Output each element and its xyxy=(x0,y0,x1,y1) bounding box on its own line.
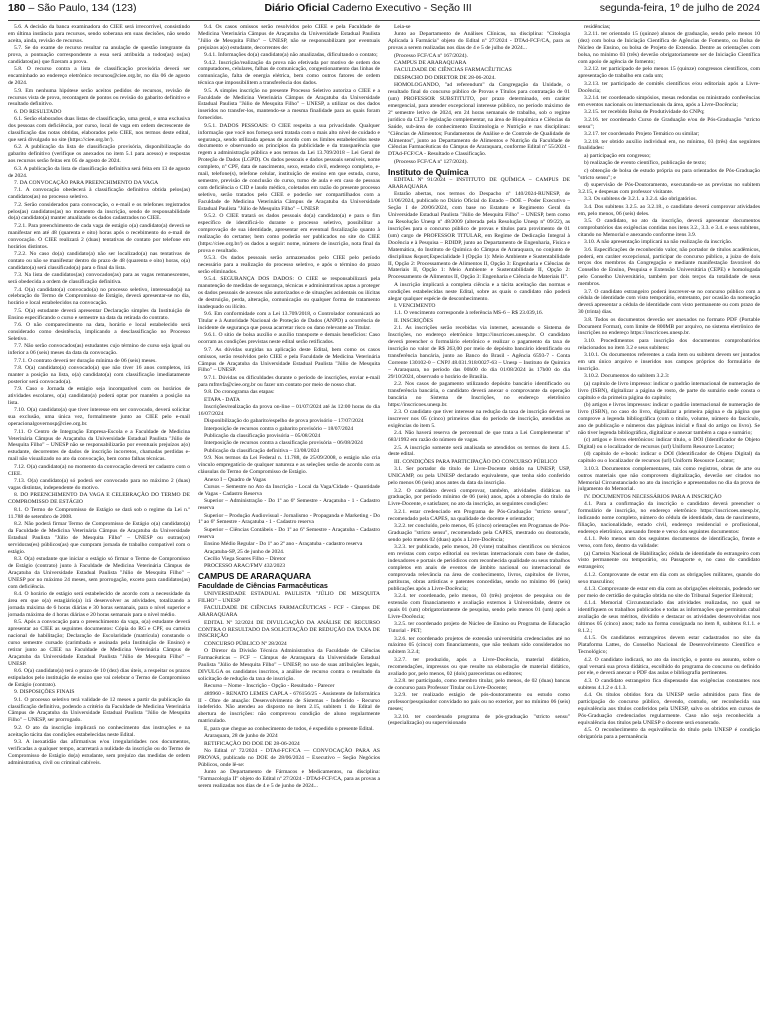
paragraph: 7.9. Caso o Jornada de estágio seja incompatível com os horários de atividades escolares, o(a) candidato(a) poderá optar por mantém a posição na lista. xyxy=(8,386,190,407)
paragraph: a) participação em congresso; xyxy=(584,152,651,159)
paragraph: EDITAL Nº 91/2024 – INSTITUTO DE QUÍMICA – CAMPUS DE ARARAQUARA xyxy=(388,177,570,191)
paragraph: 1.1. O vencimento corresponde à referência MS-6 – R$ 23.039,16. xyxy=(394,310,544,317)
paragraph: 9.6.1. O sítio de bolsa auxílio e auxílio transporte e demais benefícios: Caso ocorram as condições previstas neste edital serão retificados. xyxy=(198,332,380,346)
paragraph: 3.10.3. Documentos complementares, tais como registros, obras de arte ou outros materiais que não comprovem digitalização, deverão ser citados no Memorial Circunstanciado no ato da inscrição e apresentados no dia da prova de julgamento do Memorial. xyxy=(578,465,760,493)
paragraph: 3.2.3. ter publicado, pelo menos, 20 (vinte) trabalhos científicos ou técnicos em revistas com corpo editorial ou revistas internacionais com base de dados, indexadores e portais de periódicos com reconhecida qualidade ou seus trabalhos completos em anais de eventos de âmbito nacional ou internacional de comprovada relevância na área de conhecimento, livros, capítulos de livros, partituras, obras artísticas e patentes concedidas, sendo no mínimo 06 (seis) publicações após a Livre-Docência; xyxy=(388,544,570,592)
paragraph: c) obtenção de bolsa de estudo própria ou para orientados de Pós-Graduação "stricto sensu"; e xyxy=(578,167,760,181)
paragraph: 2.4. Não haverá reserva de percentual de que trata a Lei Complementar nº 683/1992 em razão do número de vagas. xyxy=(388,430,570,444)
paragraph: 3.2.5. ter coordenado projeto de Núcleo de Ensino ou Programa de Educação Tutorial - PET; xyxy=(388,621,570,635)
column-3-continued xyxy=(388,177,570,727)
paragraph: Cecílio Viega Soares Filho – Diretor xyxy=(204,555,286,562)
header-middle xyxy=(264,2,471,14)
paragraph: IV. DOCUMENTOS NECESSÁRIOS PARA A INSCRIÇÃO xyxy=(584,493,722,500)
paragraph: FACULDADE DE CIÊNCIAS FARMACÊUTICAS xyxy=(394,67,512,74)
paragraph: 3.3. Os subitens de 3.2.1. a 3.2.4. são obrigatórios. xyxy=(584,196,697,203)
column-2 xyxy=(198,24,380,1018)
paragraph: CAMPUS DE ARARAQUARA xyxy=(394,60,467,67)
paragraph: 7.2. Serão considerados para convocação, o e-mail e os telefones registrados pelos(as) candidatos(as) no momento da inscrição, sendo de responsabilidade do(a) candidato(a) manter atualizado os dados cadastrados no CIEE. xyxy=(8,201,190,222)
paragraph: 3.2.13. ter participado de comitês científicos e/ou editoriais após a Livre-Docência; xyxy=(578,80,760,94)
paragraph: EDITAL Nº 32/2024 DE DIVULGAÇÃO DA ANÁLISE DE RECURSO CONTRA O RESULTADO DA SOLICITAÇÃO DE REDUÇÃO DA TAXA DE INSCRIÇÃO xyxy=(198,619,380,640)
column-2-continued xyxy=(198,591,380,790)
subsection-heading: Faculdade de Ciências Farmacêuticas xyxy=(198,580,328,590)
paragraph: 3.8. Todos os documentos deverão ser anexados no formato PDF (Portable Document Format), com limite de 800MB por arquivo, no sistema eletrônico de inscrições no endereço https://inscricoes.unesp.br. xyxy=(578,316,760,337)
paragraph: Araraquara, 28 de junho de 2024 xyxy=(204,733,278,740)
paragraph: 3.2.10. ter coordenado programa de pós-graduação "stricto sensu" (especialização) ou supervisionado xyxy=(388,713,570,727)
paragraph: 9.5.2. O CIEE tratará os dados pessoais do(a) candidato(a) e para o fim específico de identificá-lo durante o processo seletivo, possibilitar a comprovação de sua identidade, apresentar em eventual fiscalização quanto à realização do certame; bem como poderão ser publicados no site do CIEE (https://ciee.org.br/) os dados a seguir: nome, número de inscrição, nota final da prova e resultado. xyxy=(198,212,380,254)
paragraph: d) supervisão de Pós-Doutoramento, executando-se as previstas no subitem 3.2.15, e despesas com professor visitante. xyxy=(578,181,760,195)
paragraph: II. INSCRIÇÕES xyxy=(394,317,434,324)
paragraph: Araçatuba-SP, 25 de junho de 2024. xyxy=(204,548,285,555)
paragraph: 8.2. Não poderá firmar Termo de Compromisso de Estágio o(a) candidato(a) da Faculdade de Medicina Veterinária Câmpus de Araçatuba da Universidade Estadual Paulista "Júlio de Mesquita Filho" – UNESP ou outras(os) servidoras(es) públicos(as) que cumpram jornada de trabalho compatível com o estágio. xyxy=(8,520,190,555)
columns xyxy=(8,24,760,1018)
paragraph: RETIFICAÇÃO DO DOE DE 28-06-2024 xyxy=(204,740,300,747)
paragraph: 489960 - RENATO LEMES CAPLA - 676156/25 - Assistente de Informática II - Obre de atuação: Desenvolvimento de Sistemas - Indeferido - Recurso indeferido. Não atendeu ao disposto no item 2.15, subitem 1 do Edital de abertura de inscrições: não comprovou condição de aluno regularmente matriculado. xyxy=(198,690,380,725)
paragraph: 5.6. A decisão da banca examinadora do CIEE será irrecorrível, consistindo em última instância para recursos, sendo soberana em suas decisões, não sendo aceita, ainda, revisão de recursos. xyxy=(8,24,190,44)
paragraph: 3.2.7. ter produzido, após a Livre-Docência, material didático, recomendações, impressos ou que resulte na elaboração de material didático, avaliado por, pelo menos, 02 (dois) pareceristas ou editores; xyxy=(388,656,570,677)
paragraph: 3.2.2. ter concluído, pelo menos, 05 (cinco) orientações em Programas de Pós-Graduação "stricto sensu", recomendado pela CAPES, mestrado ou doutorado, sendo pelo menos 02 (duas) após a Livre-Docência; xyxy=(388,523,570,543)
paragraph: 7.11. O Centro de Integração Empresa-Escola e a Faculdade de Medicina Veterinária Câmpus de Araçatuba da Universidade Estadual Paulista "Júlio de Mesquita Filho" – UNESP não se responsabilizarão por eventuais prejuízos a(o) estudante, decorrentes de dados de inscrição incorretos, chamadas perdidas e-mail não visualizado no ato da convocação, bem como falhas técnicas. xyxy=(8,428,190,463)
paragraph: 7.12. O(a) candidato(a) no momento da convocação deverá ter cadastro com o CIEE. xyxy=(8,463,190,477)
paragraph: 3.10. Procedimentos para inscrição dos documentos comprobatórios relacionados no item 3.2 e seus subitens: xyxy=(578,337,760,351)
paragraph: 4.1.4. Memorial Circunstanciado das atividades realizadas, no qual se identifiquem os trabalhos publicados e todas as informações que permitam cabal avaliação de seus méritos, dividido e destacar os atividades desenvolvidas nos últimos 05 (cinco) anos; tudo na forma consignada no item 8, subitens 8.1.1. e 8.1.2.; xyxy=(578,600,760,635)
paragraph: 8.5. Após a convocação para o preenchimento da vaga, o(a) estudante deverá apresentar ao CIEE as seguintes documentos: Cópia do RG e CPF, ou carteira nacional de habilitação; Declaração de Escolaridade (matrícula) constando o curso semestre cursado (carimbada e assinada pela Instituição de Ensino) e retirar junto ao CIEE na Faculdade de Medicina Veterinária Câmpus de Araçatuba da Universidade Estadual Paulista "Júlio de Mesquita Filho" – UNESP. xyxy=(8,619,190,667)
paragraph: 3.2.17. ter coordenado Projeto Temático ou similar; xyxy=(584,131,700,138)
paragraph: 4.4. Os títulos obtidos fora da UNESP serão admitidos para fins de participação do concurso público, devendo, contudo, ser reconhecida sua equivalência aos títulos conferidos pela UNESP, salvo os obtidos em cursos de Pós-Graduação credenciados regularmente. Caso não seja reconhecida a equivalência dos títulos pela UNESP o docente será exonerado. xyxy=(578,692,760,726)
paragraph: PROCESSO ARAC/FMV 432/2023 xyxy=(204,563,286,570)
paragraph: 9.7. As dúvidas surgidas na aplicação deste Edital, bem como os casos omissos, serão resolvidos pelo CIEE e pela Faculdade de Medicina Veterinária Câmpus de Araçatuba da Universidade Estadual Paulista "Júlio de Mesquita Filho" – UNESP. xyxy=(198,346,380,374)
paragraph: 9.4. Os casos omissos serão resolvidos pelo CIEE e pela Faculdade de Medicina Veterinária Câmpus de Araçatuba da Universidade Estadual Paulista "Júlio de Mesquita Filho" – UNESP, não se responsabilizam por eventuais prejuízos a(o) estudante, decorrentes de: xyxy=(198,24,380,51)
column-2-body xyxy=(198,24,380,570)
paragraph: 3.2.15. ter recebido Bolsa de Produtividade do CNPq; xyxy=(584,109,705,116)
paragraph: 4.3. O candidato estrangeiro fica dispensado das exigências constantes nos subitens 4.1.2 e 4.1.3. xyxy=(578,677,760,691)
paragraph: 3.7. O candidato estrangeiro poderá inscrever-se no concurso público com a cédula de identidade com visto temporário, entretanto, por ocasião da nomeação deverá apresentar a cédula de identidade com visto permanente ou com prazo de 30 (trinta) dias. xyxy=(578,288,760,316)
paragraph: 5.7. Se do exame de recurso resultar na anulação de questão integrante da prova, a pontuação correspondente a essa será atribuída a todos(as) os(as) candidatos(as) que fizeram a prova. xyxy=(8,45,190,66)
paragraph: 8.6. O(a) candidato(a) terá o prazo de 10 (dez) dias úteis, a respeitar os prazos estipulados pelo instituição de ensino que vai celebrar o Termo de Compromisso de Estágio (contrato). xyxy=(8,667,190,688)
paragraph: (a) capítulo de livro impresso: indicar o padrão internacional de numeração de livro (ISBN), digitalizar a página de rosto, de parte do sumário onde consta o capítulo e da primeira página do capítulo; xyxy=(578,380,760,401)
paragraph: 2.5. A inscrição somente será analisada se atendidos os termos do item 4.5. deste edital. xyxy=(388,444,570,458)
paragraph: 8.1. O Termo de Compromisso de Estágio se dará sob o regime da Lei n.º 11.788 de setembro de 2008. xyxy=(8,506,190,520)
section-heading: CAMPUS DE ARARAQUARA xyxy=(198,571,312,582)
paragraph: 7.4. O(a) candidato(a) convocado(a) no processo seletivo, interessado(a) na celebração do Termo de Compromisso de Estágio, deverá apresentar-se no dia, horário e local estabelecidos na convocação. xyxy=(8,286,190,307)
paragraph: Junto ao Departamento de Análises Clínicas, na disciplina: "Citologia Aplicada à Farmácia" objeto do Edital nº 27/2024 - DTAd-FCF/CA, para as provas a serem realizadas nos dias de 4 e 5 de julho de 2024... xyxy=(388,31,570,52)
paragraph: Ensino Médio Regular - Do 1º ao 2º ano - Araçatuba - cadastro reserva xyxy=(204,541,363,548)
paragraph: 4.1.3. Comprovante de estar em dia com as obrigações eleitorais, podendo ser por meio de certidão de quitação obtida no site do Tribunal Superior Eleitoral; xyxy=(578,586,760,599)
paragraph: 5.8. O recurso contra a lista de classificação provisória deverá ser encaminhado ao endereço eletrônico recursos@ciee.org.br, no dia 06 de agosto de 2024. xyxy=(8,66,190,87)
paragraph: Superior – Ciências Contábeis - Do 1º ao 6º Semestre - Araçatuba - Cadastro reserva xyxy=(198,526,380,540)
paragraph: 6. DO RESULTADO xyxy=(14,108,62,115)
paragraph: 9.1. O processo seletivo terá validade de 12 meses a partir da publicação da classificação definitiva, podendo a critério da Faculdade de Medicina Veterinária Câmpus de Araçatuba da Universidade Estadual Paulista "Júlio de Mesquita Filho" – UNESP, ser prorrogado. xyxy=(8,696,190,724)
paragraph: (c) artigos e livros eletrônicos: indicar título, o DOI (Identificador de Objeto Digital) ou o localizador de recursos (url) Uniform Resource Locator; xyxy=(578,437,760,450)
section-heading-institute: Instituto de Química xyxy=(388,166,469,177)
paragraph: 9.4.1. Informações do(a) candidato(a) não atualizadas, dificultando o contato; xyxy=(204,52,378,59)
paragraph: 7.1. A convocação obedecerá à classificação definitiva obtida pelos(as) candidatos(as) no processo seletivo. xyxy=(8,187,190,201)
paragraph: 4.2. O candidato indicará, no ato da inscrição, o ponto ou assunto, sobre o qual versará sua prova didática, escolhido do programa do concurso ou definido por ele, e deverá anexar o PDF das aulas e bibliografia pertinentes. xyxy=(578,656,760,677)
paragraph: FACULDADE DE CIÊNCIAS FARMACÊUTICAS - FCF - Câmpus DE ARARAQUARA xyxy=(198,605,380,619)
paragraph: 9.5.1. DADOS PESSOAIS: O CIEE respeita a sua privacidade. Qualquer informação que você nos forneça será tratada com o mais alto nível de cuidado e segurança, sendo utilizada apenas de acordo com os limites estabelecidos neste documento e observando os princípios da publicidade e da transparência que regem a administração pública e aos termos da Lei 13.709/2018 – Lei Geral de Proteção de Dados (LGPD). Os dados pessoais e dados pessoais sensíveis, nome completo, nº CPF, data de nascimento, sexo, estado civil, endereço completo, e-mail, telefone(s), telefone celular, instituição de ensino em que estuda, curso, semestre, previsão de conclusão do curso, turno de aula e em caso de pessoas com deficiência o CID e laudo médico, coletados em razão do presente processo seletivo, serão tratados pelo CIEE e poderão ser compartilhados com a Faculdade de Medicina Veterinária Câmpus de Araçatuba da Universidade Estadual Paulista "Júlio de Mesquita Filho" – UNESP. xyxy=(198,122,380,212)
paragraph: 3.2.4. ter coordenado, pelo menos, 03 (três) projetos de pesquisa ou de extensão com financiamento e avaliação externos à Universidade, dentre os quais 01 (um) obrigatoriamente de pesquisa, sendo pelo menos 01 (um) após a Livre-Docência; xyxy=(388,593,570,620)
paragraph: 7.8. O(a) candidato(a) convocado(a) que não tiver 16 anos completos, irá manter a posição na lista, o(a) candidato(a) com classificação imediatamente posterior será convocado(a). xyxy=(8,365,190,385)
paragraph: Superior – Produção Audiovisual - Jornalismo - Propaganda e Marketing - Do 1º ao 6º Semestre - Araçatuba - 1 - Cadastro reserva xyxy=(198,512,380,526)
paragraph: III. CONDIÇÕES PARA PARTICIPAÇÃO DO CONCURSO PÚBLICO xyxy=(394,458,558,465)
paragraph: ETAPA - DATA xyxy=(204,396,240,403)
paragraph: b) realização de evento científico, publicação de texto; xyxy=(584,160,707,167)
paragraph: Interposição de recursos contra a classificação provisória – 06/08/2024 xyxy=(204,440,363,447)
paragraph: 3.4. Dos subitens 3.2.5. ao 3.2.18., o candidato deverá comprovar atividades em, pelo menos, 06 (seis) deles. xyxy=(578,203,760,217)
column-3-body xyxy=(388,24,570,166)
paragraph: 9.5.3. Os dados pessoais serão armazenados pelo CIEE pelo período necessário para a realização do processo seletivo, e após o término do prazo serão eliminados. xyxy=(198,254,380,275)
paragraph: 3.6. Especificações de reconhecido valor, não portador de títulos acadêmicos, poderá, em caráter excepcional, participar do concurso público, a juízo de dois terços dos membros da Congregação e mediante manifestação favorável do Conselho de Ensino, Pesquisa e Extensão Universitária (CEPE) e homologada pelo Conselho Universitário, também por dois terços da totalidade de seus membros. xyxy=(578,246,760,288)
paragraph: 7.7.1. O contrato deverá ter duração mínima de 06 (seis) meses. xyxy=(14,357,157,364)
paragraph: 9.7.1. Dúvidas ou dificuldades durante o período de inscrições, enviar e-mail para mfmvfa@ciee.org.br ou fazer um contato por meio de nosso chat. xyxy=(198,374,380,388)
column-1 xyxy=(8,24,190,1018)
paragraph: 3.2.9. ter realizado estágio de pós-doutoramento ou estudo como professor/pesquisador convidado no país ou no exterior, por no mínimo 06 (seis) meses; xyxy=(388,692,570,713)
paragraph: 8. DO PREENCHIMENTO DA VAGA E CELEBRAÇÃO DO TERMO DE COMPROMISSO DE ESTÁGIO xyxy=(8,492,190,506)
paragraph: 3.2.18. ter obtido auxílio individual em, no mínimo, 03 (três) das seguintes finalidades: xyxy=(578,138,760,152)
paragraph: HOMOLOGANDO, "ad referendum" da Congregação da Unidade, o resultado final do concurso público de Provas e Títulos para contratação de 01 (um) PROFESSOR SUBSTITUTO, por prazo determinado, em caráter emergencial, para atender excepcional interesse público, no período máximo de 2º semestre letivo de 2024, em 24 horas semanais de trabalho, sob o regime jurídico da CLT e legislação complementar, na área de Bioquímica e Ciências da Saúde, sub-área de conhecimento Enzimologia e Nutrição e nas disciplinas: "Ciências de Alimentos; Fundamentos de Análise e de Controle de Qualidade de Alimentos", junto ao Departamento de Alimentos e Nutrição da Faculdade de Ciências Farmacêuticas do Câmpus de Araraquara, conforme Edital nº 55/2024 - DTAd-FCF/CA - Resultado e Classificação. xyxy=(388,82,570,158)
paragraph: 9.6. Em conformidade com a Lei 13.709/2018, o Controlador comunicará ao Titular e à Autoridade Nacional de Proteção de Dados (ANPD) a ocorrência de incidente de segurança que possa acarretar risco ou dano relevante ao Titular. xyxy=(198,311,380,331)
paragraph: Anexo I – Quadro de Vagas xyxy=(204,476,266,483)
paragraph: Leia-se xyxy=(394,24,411,30)
paragraph: 7.7. Não serão convocados(as) estudantes cujo término de curso seja igual ou inferior a 06 (seis) meses da data da convocação. xyxy=(8,343,190,357)
paragraph: O Diretor da Divisão Técnica Administrativa da Faculdade de Ciências Farmacêuticas – FCF – Câmpus de Araraquara da Universidade Estadual Paulista "Júlio de Mesquita Filho" – UNESP, no uso de suas atribuições legais, DIVULGA os candidatos inscritos, a análise de recurso contra o resultado da solicitação de redução da taxa de inscrição. xyxy=(198,648,380,682)
paragraph: UNIVERSIDADE ESTADUAL PAULISTA "JÚLIO DE MESQUITA FILHO" – UNESP xyxy=(198,590,380,604)
paragraph: (d) capítulo de e-book: indicar o DOI (Identificador de Objeto Digital) da capítulo ou o localizador de recursos (url) Uniform Resource Locator; xyxy=(578,451,760,465)
paragraph: 4.1.5. Os candidatos estrangeiros devem estar cadastrados no site da Plataforma Lattes, do Conselho Nacional de Desenvolvimento Científico e Tecnológico; xyxy=(578,635,760,656)
header-left xyxy=(8,2,136,14)
paragraph: 7.6. O não comparecimento na data, horário e local estabelecido será considerado como desistência, implicando a desclassificação no Processo Seletivo. xyxy=(8,322,190,342)
place-issue: – São Paulo, 134 (123) xyxy=(28,2,137,14)
paragraph: No Edital nº 72/2024 - DTAd-FCF/CA — CONVOCAÇÃO PARA AS PROVAS, publicado no DOE de 28/06/2024 – Executivo – Seção Negócios Públicos, onde lê-se: xyxy=(198,747,380,768)
paragraph: (b) artigos e livros impressos: indicar o padrão internacional de numeração de livro (ISBN), no caso do livro, digitalizar a primeira página e da página que comprove a legenda bibliográfica (com o título, volume, número do fascículo, ano de publicação e números das páginas inicial e final do artigo ou livro). Se não tiver legenda bibliográfica, digitalizar e anexar também a capa e sumário; xyxy=(578,402,760,436)
paragraph: (Processo FCF/CA nº 127/2024). xyxy=(394,158,468,165)
paragraph: 3.10.2. Documentos do subitem 3.2.3: xyxy=(584,373,670,380)
paragraph: 2.1. As inscrições serão recebidas via internet, acessando o Sistema de Inscrições, no endereço eletrônico https://inscricoes.unesp.br. O candidato deverá preencher o formulário eletrônico e realizar o pagamento da taxa de inscrição no valor de R$ 263,00 por meio de depósito bancário identificado ou transferência bancária, junto ao Banco do Brasil - Agência 6593-7 - Conta Corrente 130102-0 – CNPJ 48.031.918/0027-63 – Unesp – Instituto de Química – Araraquara, no período das 00h00 do dia 01/08/2024 às 17h00 do dia 29/10/2024, observado o horário de Brasília. xyxy=(388,325,570,380)
paragraph: Inscrições/realização da prova on-line – 01/07/2024 até às 12:00 horas do dia 16/07/2024 xyxy=(198,403,380,417)
paragraph: 8.4. O horário de estágio será estabelecido de acordo com a necessidade da área em que o(a) estagiário(a) irá desenvolver as atividades, totalizando a jornada máxima de 6 horas diárias e 30 horas semanais, para o nível superior e jornada máxima de 4 horas diárias e 20 horas semanais para o nível médio. xyxy=(8,591,190,618)
paragraph: 7.3. Na lista de candidatos(as) convocados(as) para as vagas remanescentes, será obedecida a ordem de classificação definitiva. xyxy=(8,272,190,286)
paragraph: Cursos – Semestre no Ato da Inscrição - Local da Vaga/Cidade - Quantidade de Vagas - Cadastro Reserva xyxy=(198,483,380,497)
paragraph: I. VENCIMENTO xyxy=(394,302,436,309)
section-name: Caderno Executivo - Seção III xyxy=(332,2,472,14)
paragraph: 3.5. O candidato, no ato da inscrição, deverá apresentar documentos comprobatórios das exigências contidas nos itens 3.2., 3.3. e 3.4. e seus subitens, citando no Memorial e anexando conforme itens 3.9. xyxy=(578,217,760,238)
paragraph: Disponibilização do gabarito/espelho de prova provisório – 17/07/2024 xyxy=(204,418,364,425)
paragraph: 9.8. Do cronograma das etapas: xyxy=(204,389,275,396)
paragraph: 3.10. A não apresentação implicará na não realização da inscrição. xyxy=(584,239,733,246)
paragraph: Recurso – Nome - Inscrição - Opção - Resultado - Parecer xyxy=(204,683,335,690)
paragraph: 4.1.2. Comprovante de estar em dia com as obrigações militares, quando do sexo masculino; xyxy=(578,571,760,585)
paragraph: 3.2.1. estar credenciado em Programa de Pós-Graduação "stricto sensu", recomendado pela CAPES, na qualidade de docente e orientador; xyxy=(388,508,570,522)
journal-name: Diário Oficial xyxy=(264,2,330,14)
paragraph: CONCURSO PÚBLICO Nº 28/2024 xyxy=(204,640,287,647)
paragraph: 7.5. O(a) estudante deverá apresentar Declaração simples da Instituição de Ensino especificando o curso e semestre na data da retirada do contrato. xyxy=(8,307,190,321)
paragraph: 3.2.8. ter participado, como membro titular, pelo menos, de 02 (duas) bancas de concurso para Professor Titular ou Livre-Docente; xyxy=(388,677,570,691)
paragraph: 9. DISPOSIÇÕES FINAIS xyxy=(14,689,75,696)
paragraph: residências; xyxy=(584,24,611,30)
column-4 xyxy=(578,24,760,1018)
paragraph: 7.2.2. No caso do(a) candidato(a) não ser localizado(a) nas tentativas de contato ou não se manifestar dentro do prazo de 48 (quarenta e oito) horas, o(a) candidato(a) será classificado(a) para o final da lista. xyxy=(8,251,190,271)
paragraph: 9.4.2. Inscrição/realização da prova não efetivada por motivo de ordem dos computadores, celulares, falhas de comunicação, congestionamento das linhas de comunicação, falta de energia elétrica, bem como outros fatores de ordem técnica que impossibilitem a transferência dos dados. xyxy=(198,59,380,87)
paragraph: 3.1. Ser portador do título de Livre-Docente obtido na UNESP, USP, UNICAMP, ou pela UNESP declarado equivalente, que tenha sido conferido pelo menos 06 (seis) anos antes da data da inscrição. xyxy=(388,466,570,487)
paragraph: 6.3. A publicação da lista de classificação definitiva será feita em 13 de agosto de 2024. xyxy=(8,165,190,179)
paragraph: 7. DA CONVOCAÇÃO PARA PREENCHIMENTO DA VAGA xyxy=(14,179,159,186)
page-number: 180 xyxy=(8,2,26,14)
paragraph: Publicação da classificação definitiva – 13/08/2024 xyxy=(204,447,320,454)
paragraph: 3.2.14. ter coordenado simpósios, mesas redondas ou ministrado conferências em eventos nacionais ou internacionais da área, após a Livre-Docência; xyxy=(578,95,760,108)
paragraph: 3.2. O candidato deverá comprovar, também, atividades didáticas na graduação, por período mínimo de 06 (seis) anos, após a obtenção do título de Livre-Docente, e satisfazer, no ato da inscrição, as seguintes condições: xyxy=(388,487,570,508)
paragraph: Publicação da classificação provisória – 05/08/2024 xyxy=(204,433,321,440)
paragraph: Estarão abertas, nos termos do Despacho nº 140/2024-RUNESP, de 11/06/2024, publicado no Diário Oficial do Estado – DOE – Poder Executivo – Seção I de 20/06/2024, com base no Estatuto e Regimento Geral da Universidade Estadual Paulista "Júlio de Mesquita Filho" – UNESP, bem como na Resolução Unesp nº 48/2009 (alterada pela Resolução Unesp nº 09/22), as inscrições para o concurso público de provas e títulos para provimento de 01 (um) cargo de PROFESSOR TITULAR, em Regime de Dedicação Integral à Docência e à Pesquisa – RDIDP, junto ao Departamento de Engenharia, Física e Matemática, do Instituto de Química do Câmpus de Araraquara, no conjunto de disciplinas &quot;Especialidade I (Opção 1): Meio Ambiente e Sustentabilidade II, Opção 2: Processamento de Alimentos II, Opção 3: Engenharia e Ciências de Materiais II, Opção 1: Meio Ambiente e Sustentabilidade II, Opção 2: Processamento de Alimentos II, Opção 3: Engenharia e Ciência de Materiais II". xyxy=(388,191,570,281)
paragraph: 9.5. A simples inscrição no presente Processo Seletivo autoriza o CIEE e a Faculdade de Medicina Veterinária Câmpus de Araçatuba da Universidade Estadual Paulista "Júlio de Mesquita Filho" – UNESP, a utilizar os dos dados inseridos no transfer-los, mantendo-se a mesma finalidade para as quais foram fornecidos. xyxy=(198,87,380,122)
paragraph: 8.3. O(a) estudante que iniciar o estágio só firmar o Termo de Compromisso de Estágio (contrato) junto à Faculdade de Medicina Veterinária Câmpus de Araçatuba da Universidade Estadual Paulista "Júlio de Mesquita Filho" – UNESP por no máximo 24 meses, sem prorrogação, exceto para candidatos(as) com deficiência. xyxy=(8,555,190,590)
paragraph: 3.2.12. ter participado de pelo menos 15 (quinze) congressos científicos, com apresentação de trabalho em cada um; xyxy=(578,66,760,80)
paragraph: DESPACHO DO DIRETOR DE 28-06-2024. xyxy=(394,74,496,81)
paragraph: A inscrição implicará a completa ciência e a tácita aceitação das normas e condições estabelecidas neste Edital, sobre as quais o candidato não poderá alegar qualquer espécie de desconhecimento. xyxy=(388,281,570,302)
paragraph: 6.2. A publicação da lista de classificação provisória, disponibilização do gabarito definitivo (verifique os anexados no item 5.1 para acesso) e respostas aos recursos serão feitas em 05 de agosto de 2024. xyxy=(8,144,190,165)
paragraph: 3.2.16. ter coordenado Curso de Graduação e/ou de Pós-Graduação "stricto sensu"; xyxy=(578,116,760,130)
paragraph: 7.13. O(a) candidato(a) só poderá ser convocado para no máximo 2 (duas) vagas distintas, independente do motivo. xyxy=(8,478,190,491)
paragraph: 5.9. Em nenhuma hipótese serão aceitos pedidos de recursos, revisão de recursos vista de prova, recontagem de pontos ou revisão do gabarito definitivo e resultado definitivo. xyxy=(8,87,190,108)
paragraph: 3.2.11. ter orientado 15 (quinze) alunos de graduação, sendo pelo menos 10 (dez) com bolsa de Iniciação Científica de Agências de Fomento, ou Bolsa de Núcleo de Ensino, ou bolsa de Projeto de Extensão. Dentre as orientações com bolsa, no mínimo 03 (três) deverão obrigatoriamente ser de Iniciação Científica com apoio de agência de fomento; xyxy=(578,31,760,66)
paragraph: 9.5.4. SEGURANÇA DOS DADOS: O CIEE se responsabilizará pela manutenção de medidas de segurança, técnicas e administrativas aptas a proteger os dados pessoais de acessos não autorizados e de situações acidentais ou ilícitas de destruição, perda, alteração, comunicação ou qualquer forma de tratamento inadequado ou ilícito. xyxy=(198,276,380,310)
paragraph: 4.1.1. Pelo menos um dos seguintes documentos de identificação, frente e verso, com foto, dentro da validade: xyxy=(578,536,760,550)
paragraph: Superior – Administração - Do 1º ao 6º Semestre - Araçatuba - 1 - Cadastro reserva xyxy=(198,498,380,512)
column-3 xyxy=(388,24,570,1018)
paragraph: 4.1. Para a confirmação da inscrição o candidato deverá preencher o formulário de inscrição, no endereço eletrônico https://inscricoes.unesp.br, indicando nome completo, número do cédula de identidade, data de nascimento, filiação, nacionalidade, estado civil, endereço residencial e profissional, endereço eletrônico, anexando frente e verso dos seguintes documentos: xyxy=(578,501,760,535)
paragraph: 7.10. O(a) candidato(a) que tiver interesse em ser convocado, deverá solicitar sua exclusão, uma única vez, formalmente junto ao CIEE pelo e-mail operacionalgovernosp@ciee.org.br. xyxy=(8,407,190,428)
paragraph: (a) Carteira Nacional de Habilitação; cédula de identidade do estrangeiro com visto permanente ou temporário, ou Passaporte e, no caso do candidato estrangeiro; xyxy=(578,550,760,571)
paragraph: E, para que chegue ao conhecimento de todos, é expedido o presente Edital. xyxy=(204,725,374,732)
paragraph: 3.10.1. Os documentos referentes a cada item ou subitem devem ser juntados em um único arquivo e inseridos nos campos próprios do formulário de inscrição. xyxy=(578,352,760,372)
paragraph: 9.9. Nos termos da Lei Federal n. 11.788, de 25/09/2008, o estágio não cria vínculo empregatício de qualquer natureza e as seleções serão de acordo com as cláusulas do Termo de Compromisso de Estágio. xyxy=(198,455,380,476)
paragraph: 2.3. O candidato que tiver interesse na redução da taxa de inscrição deverá se inscrever nos 05 (cinco) primeiros dias do período de inscrição, atendidas as exigências do item 5. xyxy=(388,409,570,429)
page-header xyxy=(8,2,760,21)
paragraph: 2.2. Nos casos de pagamento utilizando depósito bancário identificado ou transferência bancária, o candidato deverá anexar o comprovante da operação bancária no Sistema de Inscrições, no endereço eletrônico https://inscricoes.unesp.br. xyxy=(388,380,570,408)
header-date: segunda-feira, 1º de julho de 2024 xyxy=(599,2,760,14)
paragraph: 9.3. A inexatidão das afirmativas e/ou irregularidades nos documentos, verificadas a qualquer tempo, acarretará a nulidade da inscrição ou do Termo de Compromisso de Estágio do(a) estudante, sem prejuízo das medidas de ordem administrativa, civil ou criminal cabíveis. xyxy=(8,739,190,766)
paragraph: 7.2.1. Para preenchimento de cada vaga de estágio o(a) candidato(a) deverá se manifestar em até 48 (quarenta e oito) horas após o recebimento do e-mail de convocação. O CIEE realizará 2 (duas) tentativas de contato por telefone em horários distintos. xyxy=(8,222,190,250)
paragraph: Junto ao Departamento de Fármacos e Medicamentos, na disciplina: "Farmacologia II" objeto do Edital nº 27/2024 - DTAd-FCF/CA, para as provas a serem realizadas nos dias de 4 e 5 de junho de 2024... xyxy=(198,769,380,789)
paragraph: (Processo FCF/CA nº 167/2024). xyxy=(394,52,468,59)
paragraph: 9.2. O ato da inscrição implicará no conhecimento das instruções e na aceitação tácita das condições estabelecidas neste Edital. xyxy=(8,724,190,738)
paragraph: Interposição de recursos contra o gabarito provisório – 18/07/2024 xyxy=(204,425,354,432)
paragraph: 6.1. Serão elaborados duas listas de classificação, uma geral, e uma exclusiva dos pessoas com deficiência, por curso, local de vaga em ordem decrescente de classificação das notas obtidas, elaborados pelo CIEE, nos termos deste edital, que será divulgado no site (https://ciee.org.br/). xyxy=(8,116,190,143)
paragraph: 4.5. O reconhecimento da equivalência do título pela UNESP é condição obrigatória para a permanência xyxy=(578,727,760,741)
paragraph: 3.2.6. ter coordenado projetos de extensão universitária credenciados até no máximo 05 (cinco) com financiamento, que não tenham sido considerados no subitem 3.2.4; xyxy=(388,635,570,656)
